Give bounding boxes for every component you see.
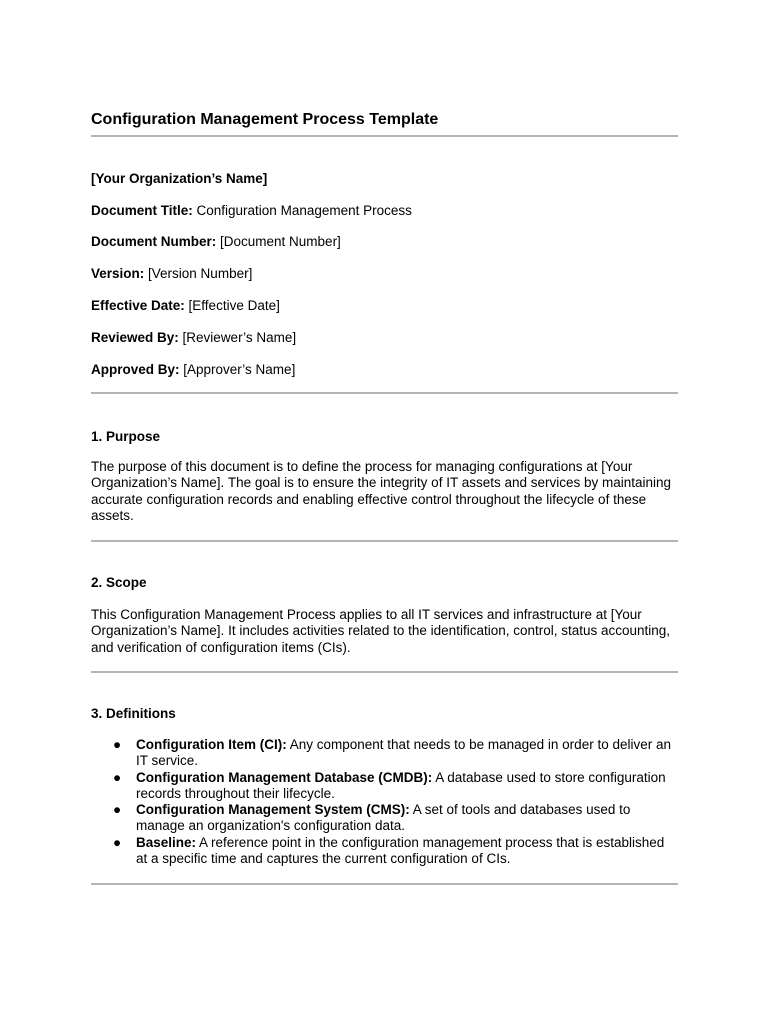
metadata-divider — [91, 392, 678, 394]
organization-name: [Your Organization’s Name] — [91, 171, 268, 186]
definition-item-cmdb: ● Configuration Management Database (CMDB): A database used to store configuration records throughout their lifecycle. — [113, 769, 666, 801]
purpose-body: The purpose of this document is to define the process for managing configurations at [Your Organization’s Name]. The goal is to ensure the integrity of IT assets and services by maintaining accurate configuration records and enabling effective control throughout the lifecycle of these assets. — [91, 459, 672, 523]
document-heading: Configuration Management Process Template — [91, 111, 439, 128]
meta-approved-by: Approved By: [Approver’s Name] — [91, 362, 296, 377]
meta-document-number: Document Number: [Document Number] — [91, 234, 341, 249]
purpose-divider — [91, 540, 678, 542]
bullet-icon: ● — [113, 737, 122, 752]
scope-body: This Configuration Management Process applies to all IT services and infrastructure at [Your Organization’s Name]. It includes activities related to the identification, control, status accounting, and verification of configuration items (CIs). — [91, 607, 671, 655]
scope-divider — [91, 671, 678, 673]
definition-item-cms: ● Configuration Management System (CMS): A set of tools and databases used to manage an organization's configuration data. — [113, 802, 631, 834]
meta-document-title: Document Title: Configuration Management Process — [91, 203, 412, 218]
definition-item-configuration-item: ● Configuration Item (CI): Any component that needs to be managed in order to deliver an IT service. — [113, 737, 671, 769]
definitions-list — [91, 737, 678, 867]
title-divider — [91, 135, 678, 137]
purpose-heading: 1. Purpose — [91, 429, 161, 444]
meta-reviewed-by: Reviewed By: [Reviewer’s Name] — [91, 330, 297, 345]
bullet-icon: ● — [113, 834, 122, 850]
definition-item-baseline: ● Baseline: A reference point in the configuration management process that is established at a specific time and captures the current configuration of CIs. — [113, 834, 665, 867]
definitions-heading: 3. Definitions — [91, 706, 176, 721]
meta-version: Version: [Version Number] — [91, 266, 253, 281]
definitions-divider — [91, 883, 678, 885]
meta-effective-date: Effective Date: [Effective Date] — [91, 298, 280, 313]
bullet-icon: ● — [113, 802, 122, 818]
scope-heading: 2. Scope — [91, 575, 147, 590]
bullet-icon: ● — [113, 769, 122, 785]
